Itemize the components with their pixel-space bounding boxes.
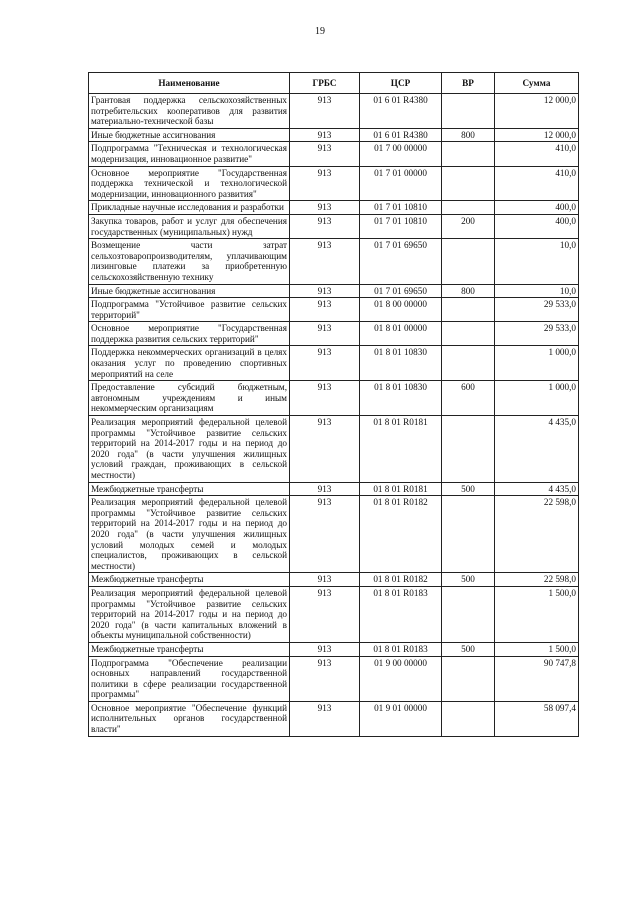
cell-sum: 4 435,0 — [495, 482, 579, 496]
cell-csr: 01 6 01 R4380 — [360, 94, 442, 129]
cell-sum: 1 000,0 — [495, 381, 579, 416]
cell-name: Реализация мероприятий федеральной целевой программы "Устойчивое развитие сельских территорий на 2014-2017 годы и на период до 2020 года" (в части улучшения жилищных условий молодых семей и молодых специалистов, проживающих в сельской местности) — [89, 496, 290, 573]
cell-csr: 01 8 01 R0183 — [360, 642, 442, 656]
budget-table — [88, 72, 579, 737]
cell-grbs: 913 — [290, 346, 360, 381]
cell-vr: 200 — [442, 214, 495, 238]
cell-vr — [442, 239, 495, 284]
header-name: Наименование — [89, 73, 290, 94]
cell-sum: 4 435,0 — [495, 416, 579, 483]
cell-name: Подпрограмма "Устойчивое развитие сельских территорий" — [89, 298, 290, 322]
cell-sum: 10,0 — [495, 284, 579, 298]
table-row — [89, 701, 579, 736]
cell-sum: 1 500,0 — [495, 642, 579, 656]
cell-grbs: 913 — [290, 239, 360, 284]
header-grbs: ГРБС — [290, 73, 360, 94]
cell-grbs: 913 — [290, 201, 360, 215]
cell-sum: 410,0 — [495, 166, 579, 201]
cell-sum: 1 500,0 — [495, 586, 579, 642]
table-row — [89, 239, 579, 284]
cut-off-footer-line — [86, 893, 486, 901]
cell-grbs: 913 — [290, 642, 360, 656]
cell-csr: 01 8 01 R0182 — [360, 573, 442, 587]
cell-csr: 01 8 01 10830 — [360, 346, 442, 381]
header-vr: ВР — [442, 73, 495, 94]
cell-name: Иные бюджетные ассигнования — [89, 128, 290, 142]
cell-vr — [442, 201, 495, 215]
cell-name: Межбюджетные трансферты — [89, 573, 290, 587]
cell-vr: 800 — [442, 284, 495, 298]
cell-sum: 90 747,8 — [495, 656, 579, 701]
cell-grbs: 913 — [290, 482, 360, 496]
cell-name: Грантовая поддержка сельскохозяйственных потребительских кооперативов для развития материально-технической базы — [89, 94, 290, 129]
cell-vr — [442, 142, 495, 166]
table-row — [89, 573, 579, 587]
cell-csr: 01 8 01 R0181 — [360, 482, 442, 496]
cell-vr: 500 — [442, 573, 495, 587]
cell-vr: 500 — [442, 642, 495, 656]
cell-name: Межбюджетные трансферты — [89, 642, 290, 656]
table-body — [89, 94, 579, 737]
cell-name: Межбюджетные трансферты — [89, 482, 290, 496]
table-row — [89, 586, 579, 642]
table-row — [89, 416, 579, 483]
cell-csr: 01 8 01 10830 — [360, 381, 442, 416]
cell-vr — [442, 166, 495, 201]
cell-sum: 29 533,0 — [495, 298, 579, 322]
cell-vr — [442, 322, 495, 346]
cell-vr: 800 — [442, 128, 495, 142]
cell-vr — [442, 656, 495, 701]
cell-sum: 22 598,0 — [495, 496, 579, 573]
cell-name: Подпрограмма "Техническая и технологическая модернизация, инновационное развитие" — [89, 142, 290, 166]
cell-name: Подпрограмма "Обеспечение реализации основных направлений государственной политики в сфере реализации государственной программы" — [89, 656, 290, 701]
cell-sum: 29 533,0 — [495, 322, 579, 346]
page-number: 19 — [315, 26, 325, 37]
cell-vr — [442, 701, 495, 736]
table-row — [89, 214, 579, 238]
cell-csr: 01 7 01 10810 — [360, 201, 442, 215]
header-csr: ЦСР — [360, 73, 442, 94]
table-row — [89, 284, 579, 298]
table-row — [89, 166, 579, 201]
cell-csr: 01 7 01 69650 — [360, 239, 442, 284]
cell-grbs: 913 — [290, 586, 360, 642]
table-row — [89, 346, 579, 381]
cell-grbs: 913 — [290, 496, 360, 573]
cell-sum: 400,0 — [495, 214, 579, 238]
cell-csr: 01 8 01 R0181 — [360, 416, 442, 483]
cell-csr: 01 6 01 R4380 — [360, 128, 442, 142]
cell-sum: 12 000,0 — [495, 94, 579, 129]
cell-vr — [442, 416, 495, 483]
table-row — [89, 381, 579, 416]
cell-csr: 01 9 01 00000 — [360, 701, 442, 736]
table-row — [89, 298, 579, 322]
cell-sum: 400,0 — [495, 201, 579, 215]
cell-csr: 01 8 01 R0183 — [360, 586, 442, 642]
cell-name: Поддержка некоммерческих организаций в целях оказания услуг по проведению спортивных мероприятий на селе — [89, 346, 290, 381]
cell-grbs: 913 — [290, 298, 360, 322]
cell-csr: 01 8 01 R0182 — [360, 496, 442, 573]
cell-sum: 12 000,0 — [495, 128, 579, 142]
table-header-row — [89, 73, 579, 94]
table-row — [89, 656, 579, 701]
cell-grbs: 913 — [290, 416, 360, 483]
table-row — [89, 128, 579, 142]
cell-sum: 58 097,4 — [495, 701, 579, 736]
cell-grbs: 913 — [290, 381, 360, 416]
cell-name: Основное мероприятие "Государственная поддержка развития сельских территорий" — [89, 322, 290, 346]
cell-csr: 01 7 01 00000 — [360, 166, 442, 201]
cell-grbs: 913 — [290, 701, 360, 736]
cell-grbs: 913 — [290, 656, 360, 701]
cell-grbs: 913 — [290, 166, 360, 201]
cell-vr: 500 — [442, 482, 495, 496]
cell-grbs: 913 — [290, 284, 360, 298]
cell-vr: 600 — [442, 381, 495, 416]
cell-grbs: 913 — [290, 94, 360, 129]
cell-name: Основное мероприятие "Обеспечение функций исполнительных органов государственной власти" — [89, 701, 290, 736]
table-row — [89, 496, 579, 573]
cell-vr — [442, 586, 495, 642]
cell-name: Предоставление субсидий бюджетным, автономным учреждениям и иным некоммерческим организациям — [89, 381, 290, 416]
cell-csr: 01 7 01 69650 — [360, 284, 442, 298]
cell-grbs: 913 — [290, 573, 360, 587]
header-sum: Сумма — [495, 73, 579, 94]
cell-vr — [442, 496, 495, 573]
cell-csr: 01 8 01 00000 — [360, 322, 442, 346]
cell-grbs: 913 — [290, 128, 360, 142]
table-row — [89, 482, 579, 496]
cell-csr: 01 9 00 00000 — [360, 656, 442, 701]
cell-csr: 01 7 01 10810 — [360, 214, 442, 238]
cell-vr — [442, 94, 495, 129]
cell-sum: 1 000,0 — [495, 346, 579, 381]
table-row — [89, 322, 579, 346]
cell-vr — [442, 298, 495, 322]
cell-sum: 22 598,0 — [495, 573, 579, 587]
table-row — [89, 201, 579, 215]
cell-csr: 01 7 00 00000 — [360, 142, 442, 166]
cell-grbs: 913 — [290, 322, 360, 346]
cell-name: Прикладные научные исследования и разработки — [89, 201, 290, 215]
table-row — [89, 142, 579, 166]
cell-grbs: 913 — [290, 142, 360, 166]
cell-grbs: 913 — [290, 214, 360, 238]
table-row — [89, 94, 579, 129]
cell-name: Иные бюджетные ассигнования — [89, 284, 290, 298]
cell-name: Реализация мероприятий федеральной целевой программы "Устойчивое развитие сельских территорий на 2014-2017 годы и на период до 2020 года" (в части улучшения жилищных условий граждан, проживающих в сельской местности) — [89, 416, 290, 483]
cell-sum: 410,0 — [495, 142, 579, 166]
table-row — [89, 642, 579, 656]
cell-sum: 10,0 — [495, 239, 579, 284]
cell-name: Реализация мероприятий федеральной целевой программы "Устойчивое развитие сельских территорий на 2014-2017 годы и на период до 2020 года" (в части капитальных вложений в объекты муниципальной собственности) — [89, 586, 290, 642]
cell-csr: 01 8 00 00000 — [360, 298, 442, 322]
cell-name: Возмещение части затрат сельхозтоваропроизводителям, уплачивающим лизинговые платежи за приобретенную сельскохозяйственную технику — [89, 239, 290, 284]
cell-vr — [442, 346, 495, 381]
cell-name: Основное мероприятие "Государственная поддержка технической и технологической модернизации, инновационного развития" — [89, 166, 290, 201]
cell-name: Закупка товаров, работ и услуг для обеспечения государственных (муниципальных) нужд — [89, 214, 290, 238]
